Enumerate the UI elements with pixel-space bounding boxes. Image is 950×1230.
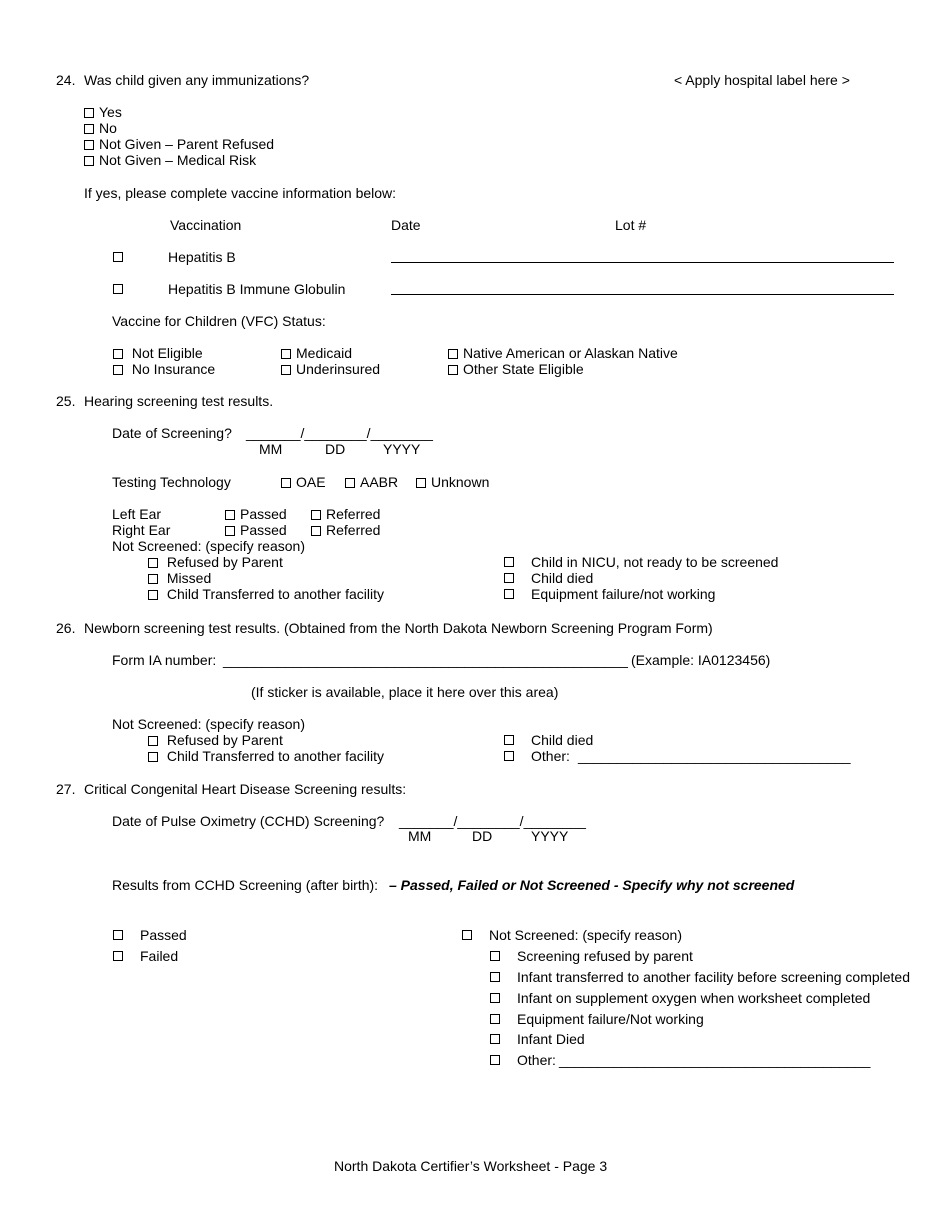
tech-aabr[interactable]: AABR bbox=[345, 474, 398, 491]
tech-oae[interactable]: OAE bbox=[281, 474, 326, 491]
cchd-reason-died: Infant Died bbox=[517, 1031, 585, 1047]
col-date: Date bbox=[391, 217, 421, 233]
nbs-reason-refused[interactable]: Refused by Parent bbox=[148, 732, 283, 749]
vfc-underinsured[interactable]: Underinsured bbox=[281, 361, 380, 378]
checkbox[interactable] bbox=[448, 365, 458, 375]
right-ear-label: Right Ear bbox=[112, 522, 171, 538]
cchd-reason-other-label: Other: bbox=[517, 1052, 556, 1068]
hearing-date-yyyy: YYYY bbox=[383, 441, 421, 457]
hepatitis-b-date-lot-line[interactable] bbox=[391, 262, 894, 263]
hearing-reason-died: Child died bbox=[531, 570, 594, 586]
cchd-reason-equipment-checkbox[interactable] bbox=[490, 1014, 500, 1024]
form-ia-example: (Example: IA0123456) bbox=[631, 652, 771, 668]
checkbox[interactable] bbox=[311, 510, 321, 520]
cchd-date-mm: MM bbox=[408, 828, 432, 844]
hearing-date-input[interactable]: _______/________/________ bbox=[246, 425, 433, 441]
cchd-reason-refused-checkbox[interactable] bbox=[490, 951, 500, 961]
hearing-reason-equipment: Equipment failure/not working bbox=[531, 586, 716, 602]
cchd-reason-other-input[interactable]: ________________________________________ bbox=[559, 1052, 871, 1068]
col-lot: Lot # bbox=[615, 217, 647, 233]
cchd-reason-transferred-checkbox[interactable] bbox=[490, 972, 500, 982]
hbig-date-lot-line[interactable] bbox=[391, 294, 894, 295]
cchd-reason-other-checkbox[interactable] bbox=[490, 1055, 500, 1065]
checkbox[interactable] bbox=[281, 365, 291, 375]
page-footer: North Dakota Certifier’s Worksheet - Page 3 bbox=[334, 1158, 608, 1174]
cchd-date-yyyy: YYYY bbox=[531, 828, 569, 844]
checkbox[interactable] bbox=[345, 478, 355, 488]
q27-number: 27. bbox=[56, 781, 76, 797]
cchd-date-label: Date of Pulse Oximetry (CCHD) Screening? bbox=[112, 813, 385, 829]
nbs-reason-transferred[interactable]: Child Transferred to another facility bbox=[148, 748, 384, 765]
q24-option-yes[interactable]: Yes bbox=[84, 104, 122, 121]
q27-question: Critical Congenital Heart Disease Screening results: bbox=[84, 781, 407, 797]
col-vaccination: Vaccination bbox=[170, 217, 242, 233]
checkbox[interactable] bbox=[84, 124, 94, 134]
cchd-failed-label: Failed bbox=[140, 948, 179, 964]
q25-question: Hearing screening test results. bbox=[84, 393, 274, 409]
checkbox[interactable] bbox=[148, 590, 158, 600]
vfc-medicaid[interactable]: Medicaid bbox=[281, 345, 352, 362]
vfc-not-eligible[interactable]: Not Eligible bbox=[113, 345, 203, 362]
cchd-results-label: Results from CCHD Screening (after birth): bbox=[112, 877, 379, 893]
q26-question: Newborn screening test results. (Obtained from the North Dakota Newborn Screening Program Form) bbox=[84, 620, 713, 636]
q24-number: 24. bbox=[56, 72, 76, 88]
form-ia-input[interactable]: ____________________________________________________ bbox=[223, 652, 628, 668]
hbig-label: Hepatitis B Immune Globulin bbox=[168, 281, 346, 297]
checkbox[interactable] bbox=[448, 349, 458, 359]
hepatitis-b-label: Hepatitis B bbox=[168, 249, 236, 265]
hearing-reason-died-checkbox[interactable] bbox=[504, 573, 514, 583]
q24-option-medical-risk[interactable]: Not Given – Medical Risk bbox=[84, 152, 256, 169]
cchd-reason-oxygen-checkbox[interactable] bbox=[490, 993, 500, 1003]
checkbox[interactable] bbox=[148, 752, 158, 762]
checkbox[interactable] bbox=[84, 108, 94, 118]
checkbox[interactable] bbox=[416, 478, 426, 488]
cchd-reason-oxygen: Infant on supplement oxygen when worksheet completed bbox=[517, 990, 871, 1006]
checkbox[interactable] bbox=[148, 574, 158, 584]
left-ear-label: Left Ear bbox=[112, 506, 162, 522]
q24-option-no[interactable]: No bbox=[84, 120, 117, 137]
q24-instruction: If yes, please complete vaccine information below: bbox=[84, 185, 397, 201]
cchd-not-screened-checkbox[interactable] bbox=[462, 930, 472, 940]
cchd-passed-checkbox[interactable] bbox=[113, 930, 123, 940]
q24-question: Was child given any immunizations? bbox=[84, 72, 310, 88]
q26-number: 26. bbox=[56, 620, 76, 636]
hospital-label-placeholder: < Apply hospital label here > bbox=[674, 72, 850, 88]
cchd-reason-died-checkbox[interactable] bbox=[490, 1034, 500, 1044]
form-ia-label: Form IA number: bbox=[112, 652, 217, 668]
hearing-date-dd: DD bbox=[325, 441, 346, 457]
cchd-failed-checkbox[interactable] bbox=[113, 951, 123, 961]
cchd-reason-transferred: Infant transferred to another facility before screening completed bbox=[517, 969, 910, 985]
cchd-date-dd: DD bbox=[472, 828, 493, 844]
hearing-reason-transferred[interactable]: Child Transferred to another facility bbox=[148, 586, 384, 603]
q24-option-parent-refused[interactable]: Not Given – Parent Refused bbox=[84, 136, 274, 153]
tech-label: Testing Technology bbox=[112, 474, 231, 490]
checkbox[interactable] bbox=[84, 140, 94, 150]
checkbox[interactable] bbox=[113, 365, 123, 375]
hbig-checkbox[interactable] bbox=[113, 284, 123, 294]
cchd-reason-refused: Screening refused by parent bbox=[517, 948, 693, 964]
hearing-reason-missed[interactable]: Missed bbox=[148, 570, 211, 587]
vfc-other-state[interactable]: Other State Eligible bbox=[448, 361, 584, 378]
hearing-date-mm: MM bbox=[259, 441, 283, 457]
checkbox[interactable] bbox=[225, 510, 235, 520]
q25-number: 25. bbox=[56, 393, 76, 409]
hearing-reason-refused[interactable]: Refused by Parent bbox=[148, 554, 283, 571]
checkbox[interactable] bbox=[225, 526, 235, 536]
vfc-no-insurance[interactable]: No Insurance bbox=[113, 361, 215, 378]
cchd-date-input[interactable]: _______/________/________ bbox=[399, 813, 586, 829]
checkbox[interactable] bbox=[84, 156, 94, 166]
checkbox[interactable] bbox=[148, 736, 158, 746]
checkbox[interactable] bbox=[113, 349, 123, 359]
checkbox[interactable] bbox=[281, 478, 291, 488]
left-ear-referred[interactable]: Referred bbox=[311, 506, 380, 523]
hearing-date-label: Date of Screening? bbox=[112, 425, 232, 441]
vfc-title: Vaccine for Children (VFC) Status: bbox=[112, 313, 326, 329]
nbs-not-screened-label: Not Screened: (specify reason) bbox=[112, 716, 305, 732]
vfc-native-american[interactable]: Native American or Alaskan Native bbox=[448, 345, 678, 362]
hepatitis-b-checkbox[interactable] bbox=[113, 252, 123, 262]
nbs-reason-other-input[interactable]: ___________________________________ bbox=[578, 748, 851, 764]
left-ear-passed[interactable]: Passed bbox=[225, 506, 287, 523]
cchd-results-note: – Passed, Failed or Not Screened - Specify why not screened bbox=[389, 877, 795, 893]
cchd-reason-equipment: Equipment failure/Not working bbox=[517, 1011, 704, 1027]
checkbox[interactable] bbox=[311, 526, 321, 536]
hearing-not-screened-label: Not Screened: (specify reason) bbox=[112, 538, 305, 554]
hearing-reason-nicu-checkbox[interactable] bbox=[504, 557, 514, 567]
tech-unknown[interactable]: Unknown bbox=[416, 474, 489, 491]
right-ear-passed[interactable]: Passed bbox=[225, 522, 287, 539]
cchd-not-screened-label: Not Screened: (specify reason) bbox=[489, 927, 682, 943]
nbs-reason-other-checkbox[interactable] bbox=[504, 751, 514, 761]
nbs-reason-died: Child died bbox=[531, 732, 594, 748]
hearing-reason-equipment-checkbox[interactable] bbox=[504, 589, 514, 599]
hearing-reason-nicu: Child in NICU, not ready to be screened bbox=[531, 554, 779, 570]
checkbox[interactable] bbox=[148, 558, 158, 568]
checkbox[interactable] bbox=[281, 349, 291, 359]
sticker-note: (If sticker is available, place it here over this area) bbox=[251, 684, 559, 700]
cchd-passed-label: Passed bbox=[140, 927, 187, 943]
nbs-reason-died-checkbox[interactable] bbox=[504, 735, 514, 745]
nbs-reason-other-label: Other: bbox=[531, 748, 570, 764]
right-ear-referred[interactable]: Referred bbox=[311, 522, 380, 539]
